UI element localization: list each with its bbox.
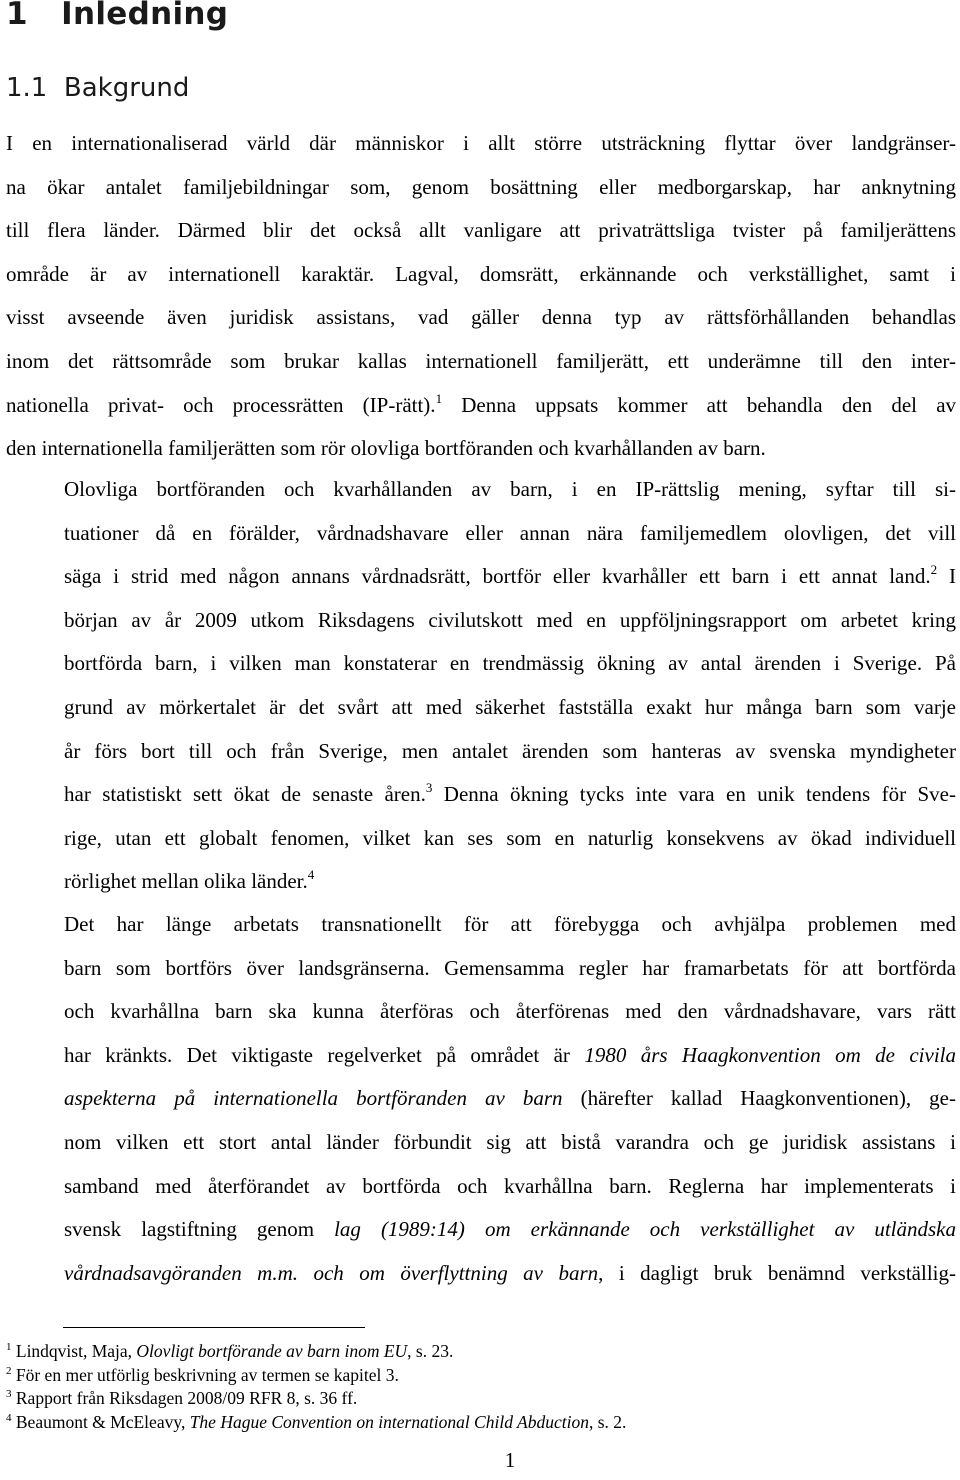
text-segment: har statistiskt sett ökat de senaste åren. — [64, 782, 426, 807]
footnote-ref[interactable]: 3 — [425, 780, 433, 796]
footnote-title: The Hague Convention on international Child Abduction — [189, 1411, 589, 1432]
text-line — [6, 384, 956, 428]
text-line: na ökar antalet familjebildningar som, genom bosättning eller medborgarskap, har anknytning — [6, 174, 956, 199]
text-line: början av år 2009 utkom Riksdagens civilutskott med en uppföljningsrapport om arbetet kring — [64, 607, 956, 632]
text-line: Olovliga bortföranden och kvarhållanden av barn, i en IP-rättslig mening, syftar till si- — [64, 477, 956, 501]
text-segment: I — [937, 564, 956, 589]
footnote-title: Olovligt bortförande av barn inom EU — [136, 1341, 408, 1361]
text-line — [6, 773, 956, 817]
text-segment: Denna ökning tycks inte vara en unik tendens för Sve- — [432, 782, 956, 807]
footnote-ref[interactable]: 4 — [307, 867, 315, 883]
footnote-text: Beaumont & McEleavy, — [11, 1411, 190, 1432]
footnote — [6, 1387, 626, 1411]
text-line: till flera länder. Därmed blir det också allt vanligare att privaträttsliga tvister på familjerättens — [6, 218, 956, 243]
chapter-title: Inledning — [61, 0, 229, 32]
text-line — [6, 1208, 956, 1252]
footnote — [6, 1364, 626, 1388]
text-line: år förs bort till och från Sverige, men antalet ärenden som hanteras av svenska myndigheter — [64, 738, 956, 763]
text-line: inom det rättsområde som brukar kallas internationell familjerätt, ett underämne till den inter- — [6, 348, 956, 373]
footnote-number: 1 — [6, 1341, 12, 1353]
text-line: bortförda barn, i vilken man konstaterar en trendmässig ökning av antal ärenden i Sverige. På — [64, 651, 956, 676]
italic-title: lag (1989:14) om erkännande och verkställighet av utländska — [334, 1217, 957, 1242]
footnote-ref[interactable]: 2 — [930, 562, 938, 578]
paragraph-hague-convention — [6, 903, 956, 1295]
footnote-number: 2 — [6, 1364, 12, 1377]
text-segment: har kränkts. Det viktigaste regelverket på området är — [64, 1042, 585, 1067]
text-line: visst avseende även juridisk assistans, vad gäller denna typ av rättsförhållanden behandlas — [6, 305, 956, 330]
footnote-text: För en mer utförlig beskrivning av termen se kapitel 3. — [11, 1364, 399, 1385]
footnote-text: , s. 23. — [407, 1341, 454, 1361]
text-line: tuationer då en förälder, vårdnadshavare eller annan nära familjemedlem olovligen, det vill — [64, 520, 956, 545]
text-line: grund av mörkertalet är det svårt att med säkerhet fastställa exakt hur många barn som varje — [64, 694, 956, 719]
footnote-text: Lindqvist, Maja, — [11, 1341, 137, 1361]
text-segment: säga i strid med någon annans vårdnadsrätt, bortför eller kvarhåller ett barn i ett annat land. — [64, 564, 931, 589]
footnote-separator — [63, 1327, 365, 1328]
text-line — [6, 555, 956, 599]
text-line: nom vilken ett stort antal länder förbundit sig att bistå varandra och ge juridisk assistans i — [64, 1129, 956, 1154]
text-line: barn som bortförs över landsgränserna. Gemensamma regler har framarbetats för att bortförda — [64, 955, 956, 980]
chapter-number: 1 — [6, 0, 28, 32]
text-line: samband med återförandet av bortförda och kvarhållna barn. Reglerna har implementerats i — [64, 1173, 956, 1198]
paragraph-background — [6, 122, 956, 471]
text-line: och kvarhållna barn ska kunna återföras och återförenas med den vårdnadshavare, vars rätt — [64, 999, 956, 1024]
section-number: 1.1 — [6, 73, 48, 103]
text-line — [6, 1252, 956, 1296]
footnote — [6, 1411, 626, 1435]
page-number: 1 — [504, 1448, 516, 1472]
text-segment: svensk lagstiftning genom — [64, 1217, 335, 1242]
text-line — [6, 1077, 956, 1121]
paragraph-abductions — [6, 468, 956, 904]
text-segment: nationella privat- och processrätten (IP-rätt). — [6, 392, 436, 417]
text-line: I en internationaliserad värld där människor i allt större utsträckning flyttar över landgränser- — [6, 131, 956, 155]
text-line — [6, 1034, 956, 1078]
text-segment: rörlighet mellan olika länder. — [64, 869, 308, 894]
footnote-ref[interactable]: 1 — [435, 390, 443, 406]
text-line: Det har länge arbetats transnationellt för att förebygga och avhjälpa problemen med — [64, 912, 956, 936]
italic-title: aspekterna på internationella bortföranden av barn — [64, 1086, 563, 1111]
text-line: rige, utan ett globalt fenomen, vilket kan ses som en naturlig konsekvens av ökad individuell — [64, 825, 956, 850]
text-segment: , i dagligt bruk benämnd verkställig- — [598, 1260, 956, 1285]
footnote-text: Rapport från Riksdagen 2008/09 RFR 8, s. 36 ff. — [11, 1388, 358, 1408]
section-title: Bakgrund — [63, 73, 190, 103]
chapter-heading — [6, 0, 228, 32]
italic-title: 1980 års Haagkonvention om de civila — [584, 1042, 957, 1067]
text-line — [6, 860, 956, 904]
text-segment: (härefter kallad Haagkonventionen), ge- — [562, 1086, 956, 1111]
footnote-text: , s. 2. — [588, 1411, 627, 1432]
footnotes — [6, 1340, 626, 1434]
footnote-number: 4 — [6, 1411, 12, 1424]
italic-title: vårdnadsavgöranden m.m. och om överflyttning av barn — [64, 1260, 599, 1285]
footnote — [6, 1340, 626, 1364]
text-line: område är av internationell karaktär. Lagval, domsrätt, erkännande och verkställighet, samt i — [6, 261, 956, 286]
section-heading — [6, 73, 189, 103]
text-line: den internationella familjerätten som rör olovliga bortföranden och kvarhållanden av barn. — [6, 436, 766, 461]
text-segment: Denna uppsats kommer att behandla den del av — [442, 392, 957, 417]
footnote-number: 3 — [6, 1388, 12, 1400]
